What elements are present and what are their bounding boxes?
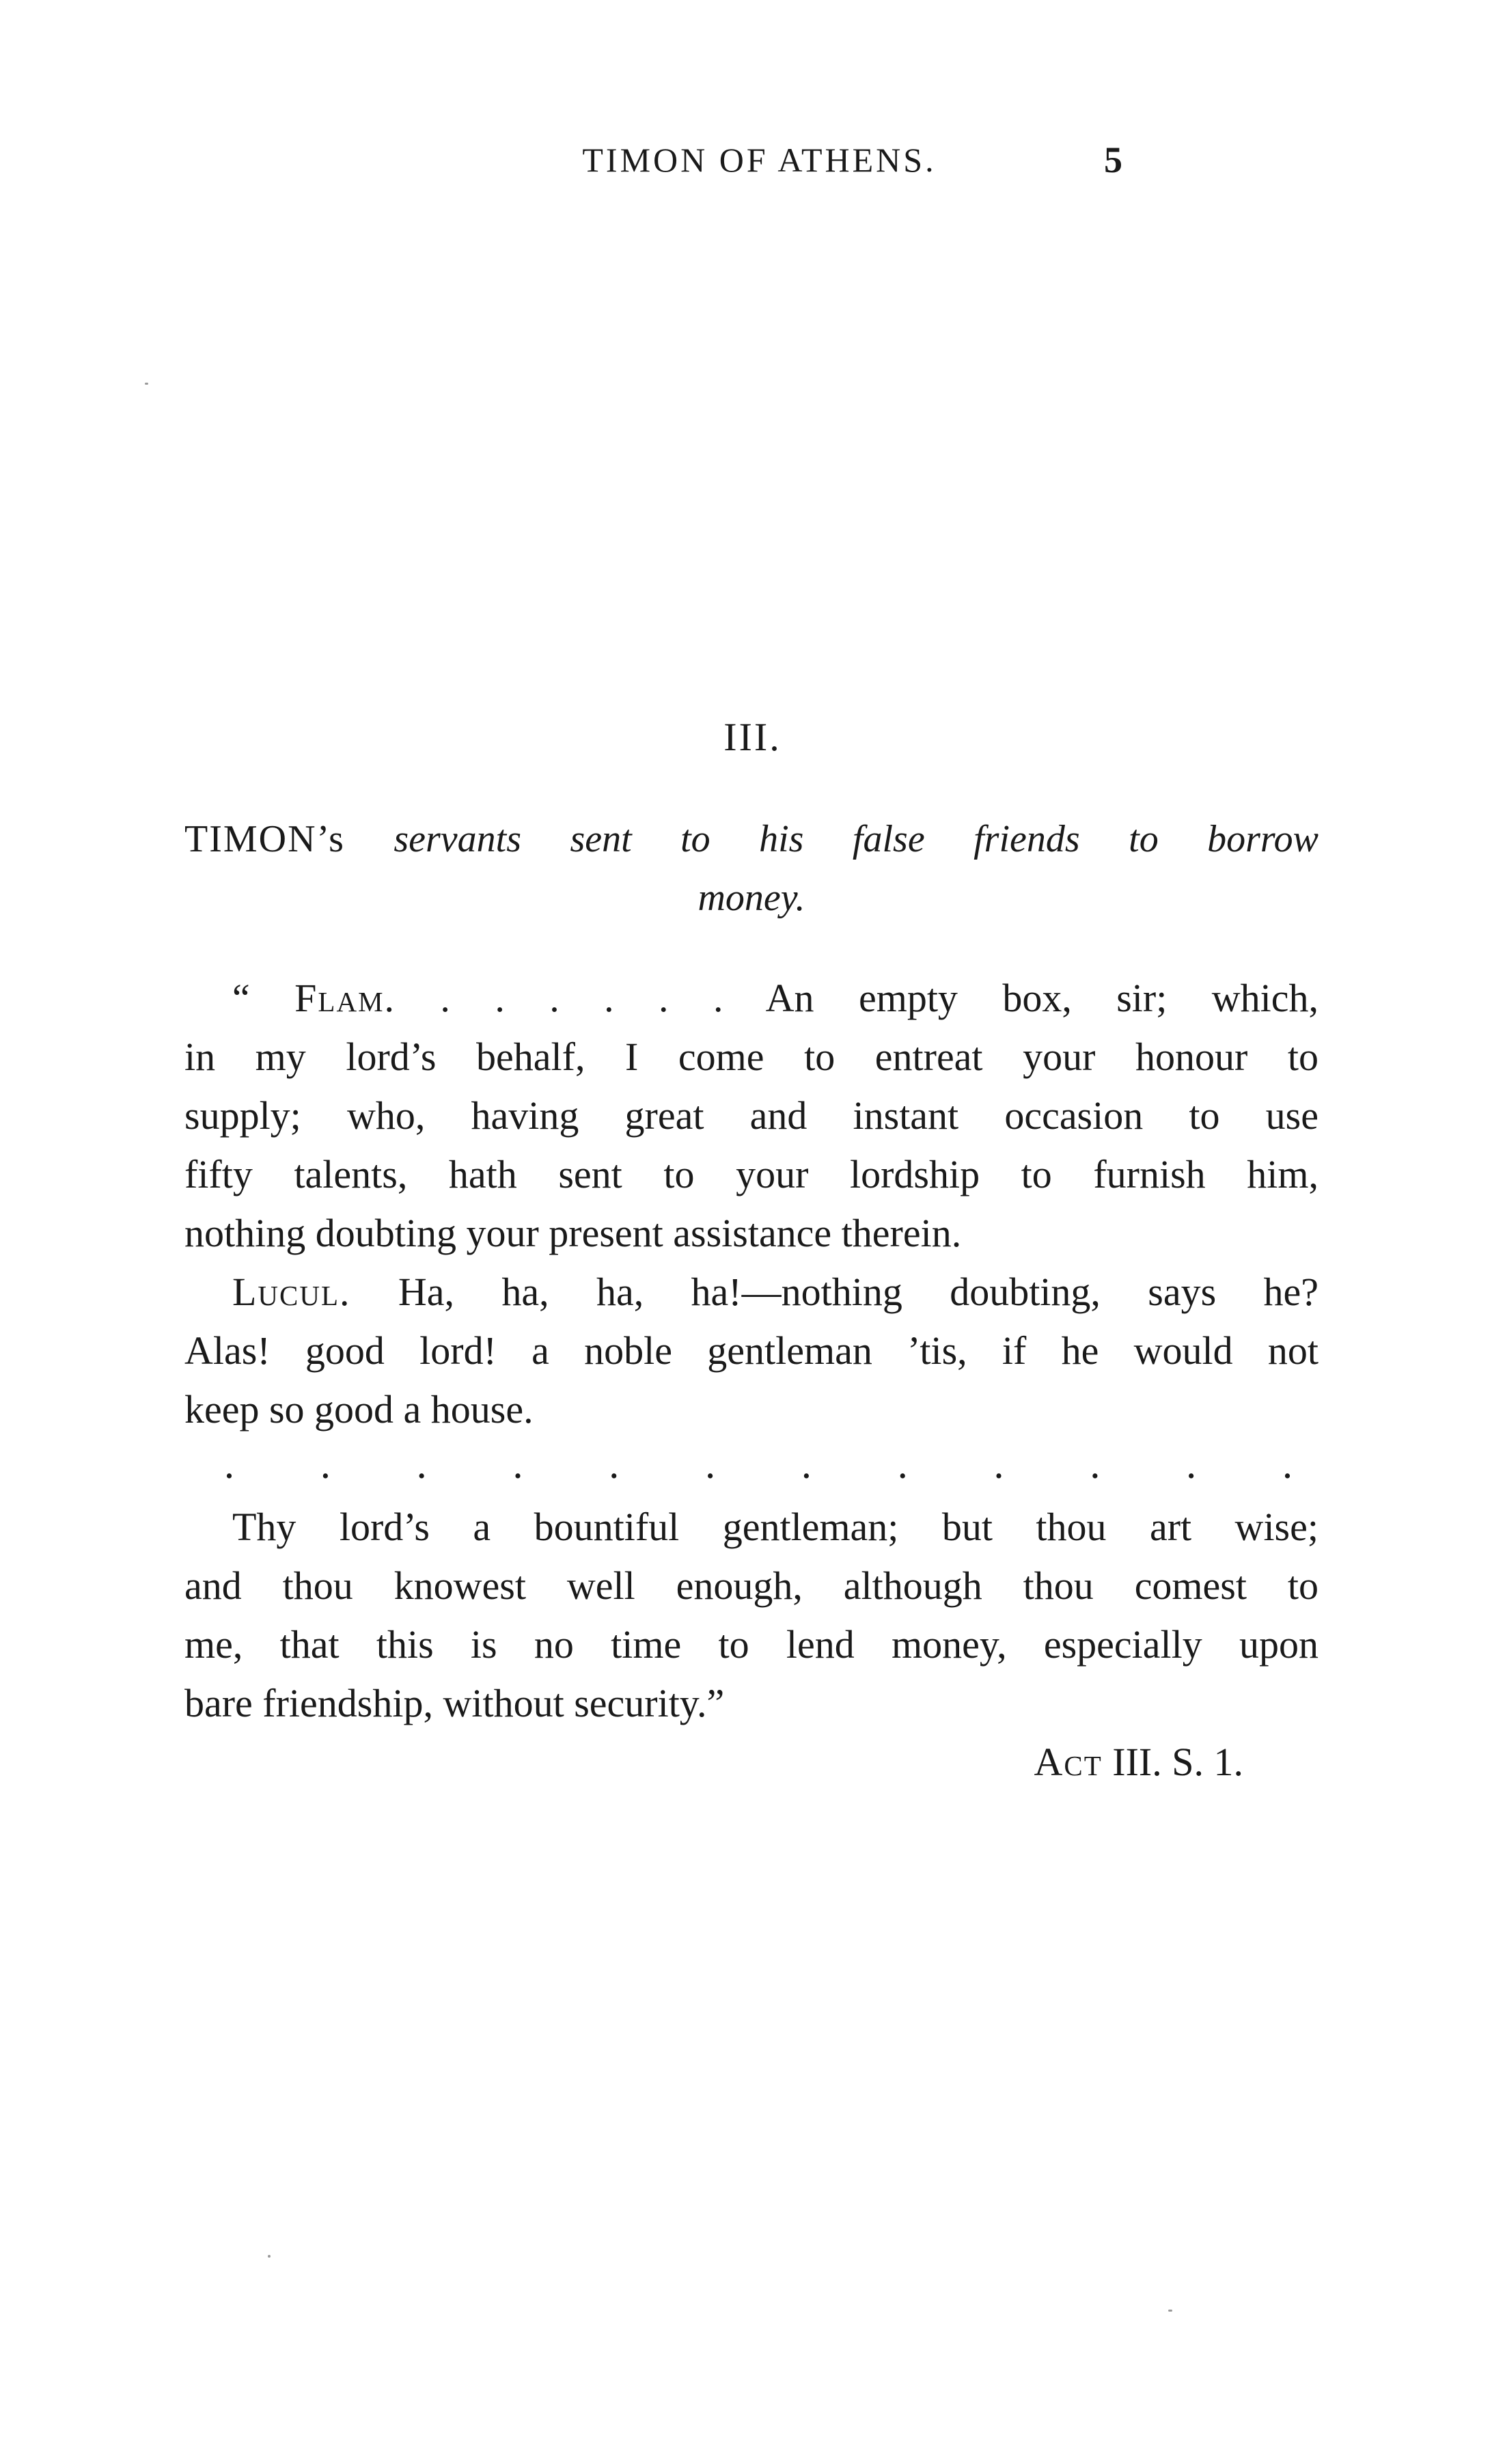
passage-line: and thou knowest well enough, although thou comest to: [184, 1563, 1318, 1608]
ellipsis-dot: .: [802, 1451, 810, 1485]
passage-line: [184, 969, 1318, 1028]
open-quote: “: [232, 976, 295, 1020]
passage-line: fifty talents, hath sent to your lordship to furnish him,: [184, 1152, 1318, 1196]
passage-line: Thy lord’s a bountiful gentleman; but thou art wise;: [232, 1505, 1318, 1549]
ellipsis-dot: .: [514, 1451, 522, 1485]
citation-rest: III. S. 1.: [1102, 1740, 1243, 1784]
passage-line: [184, 1263, 1318, 1322]
running-head: [184, 140, 1334, 195]
speaker-dots: . . . . . .: [396, 976, 766, 1020]
passage-line: bare friendship, without security.”: [184, 1681, 725, 1725]
section-number: III.: [723, 715, 782, 759]
passage-line: keep so good a house.: [184, 1387, 534, 1432]
speaker-name: Lucul.: [232, 1270, 351, 1314]
section-heading: [184, 810, 1318, 927]
paper-speck: [145, 383, 148, 385]
ellipsis-dot: .: [1187, 1451, 1196, 1485]
ellipsis-dot: .: [225, 1451, 233, 1485]
act-citation: [184, 1733, 1318, 1792]
ellipsis-row: [184, 1439, 1318, 1498]
ellipsis-dot: .: [1091, 1451, 1099, 1485]
citation-act: Act: [1034, 1740, 1103, 1784]
paper-speck: [268, 2255, 271, 2258]
page-number: 5: [1104, 139, 1122, 180]
heading-text: servants sent to his false friends to borrow: [393, 818, 1318, 860]
ellipsis-dot: .: [321, 1451, 329, 1485]
passage-text: Ha, ha, ha, ha!—nothing doubting, says he?: [350, 1270, 1318, 1314]
heading-line-2: money.: [698, 877, 805, 919]
ellipsis-dot: .: [995, 1451, 1003, 1485]
paper-speck: [1168, 2310, 1172, 2312]
ellipsis-dot: .: [706, 1451, 715, 1485]
ellipsis-dot: .: [898, 1451, 907, 1485]
running-title: TIMON OF ATHENS.: [582, 141, 937, 179]
passage-text: An empty box, sir; which,: [765, 976, 1319, 1020]
heading-line-1: [184, 810, 1318, 868]
quoted-passage: [184, 969, 1318, 1792]
ellipsis-dot: .: [1283, 1451, 1291, 1485]
passage-line: me, that this is no time to lend money, especially upon: [184, 1622, 1318, 1667]
passage-line: Alas! good lord! a noble gentleman ’tis, if he would not: [184, 1328, 1318, 1373]
passage-line: supply; who, having great and instant occasion to use: [184, 1093, 1318, 1138]
passage-line: in my lord’s behalf, I come to entreat your honour to: [184, 1035, 1318, 1079]
passage-line: nothing doubting your present assistance therein.: [184, 1211, 962, 1255]
speaker-name: Flam.: [294, 976, 396, 1020]
heading-name: TIMON’s: [184, 818, 345, 860]
ellipsis-dot: .: [610, 1451, 618, 1485]
ellipsis-dot: .: [417, 1451, 426, 1485]
